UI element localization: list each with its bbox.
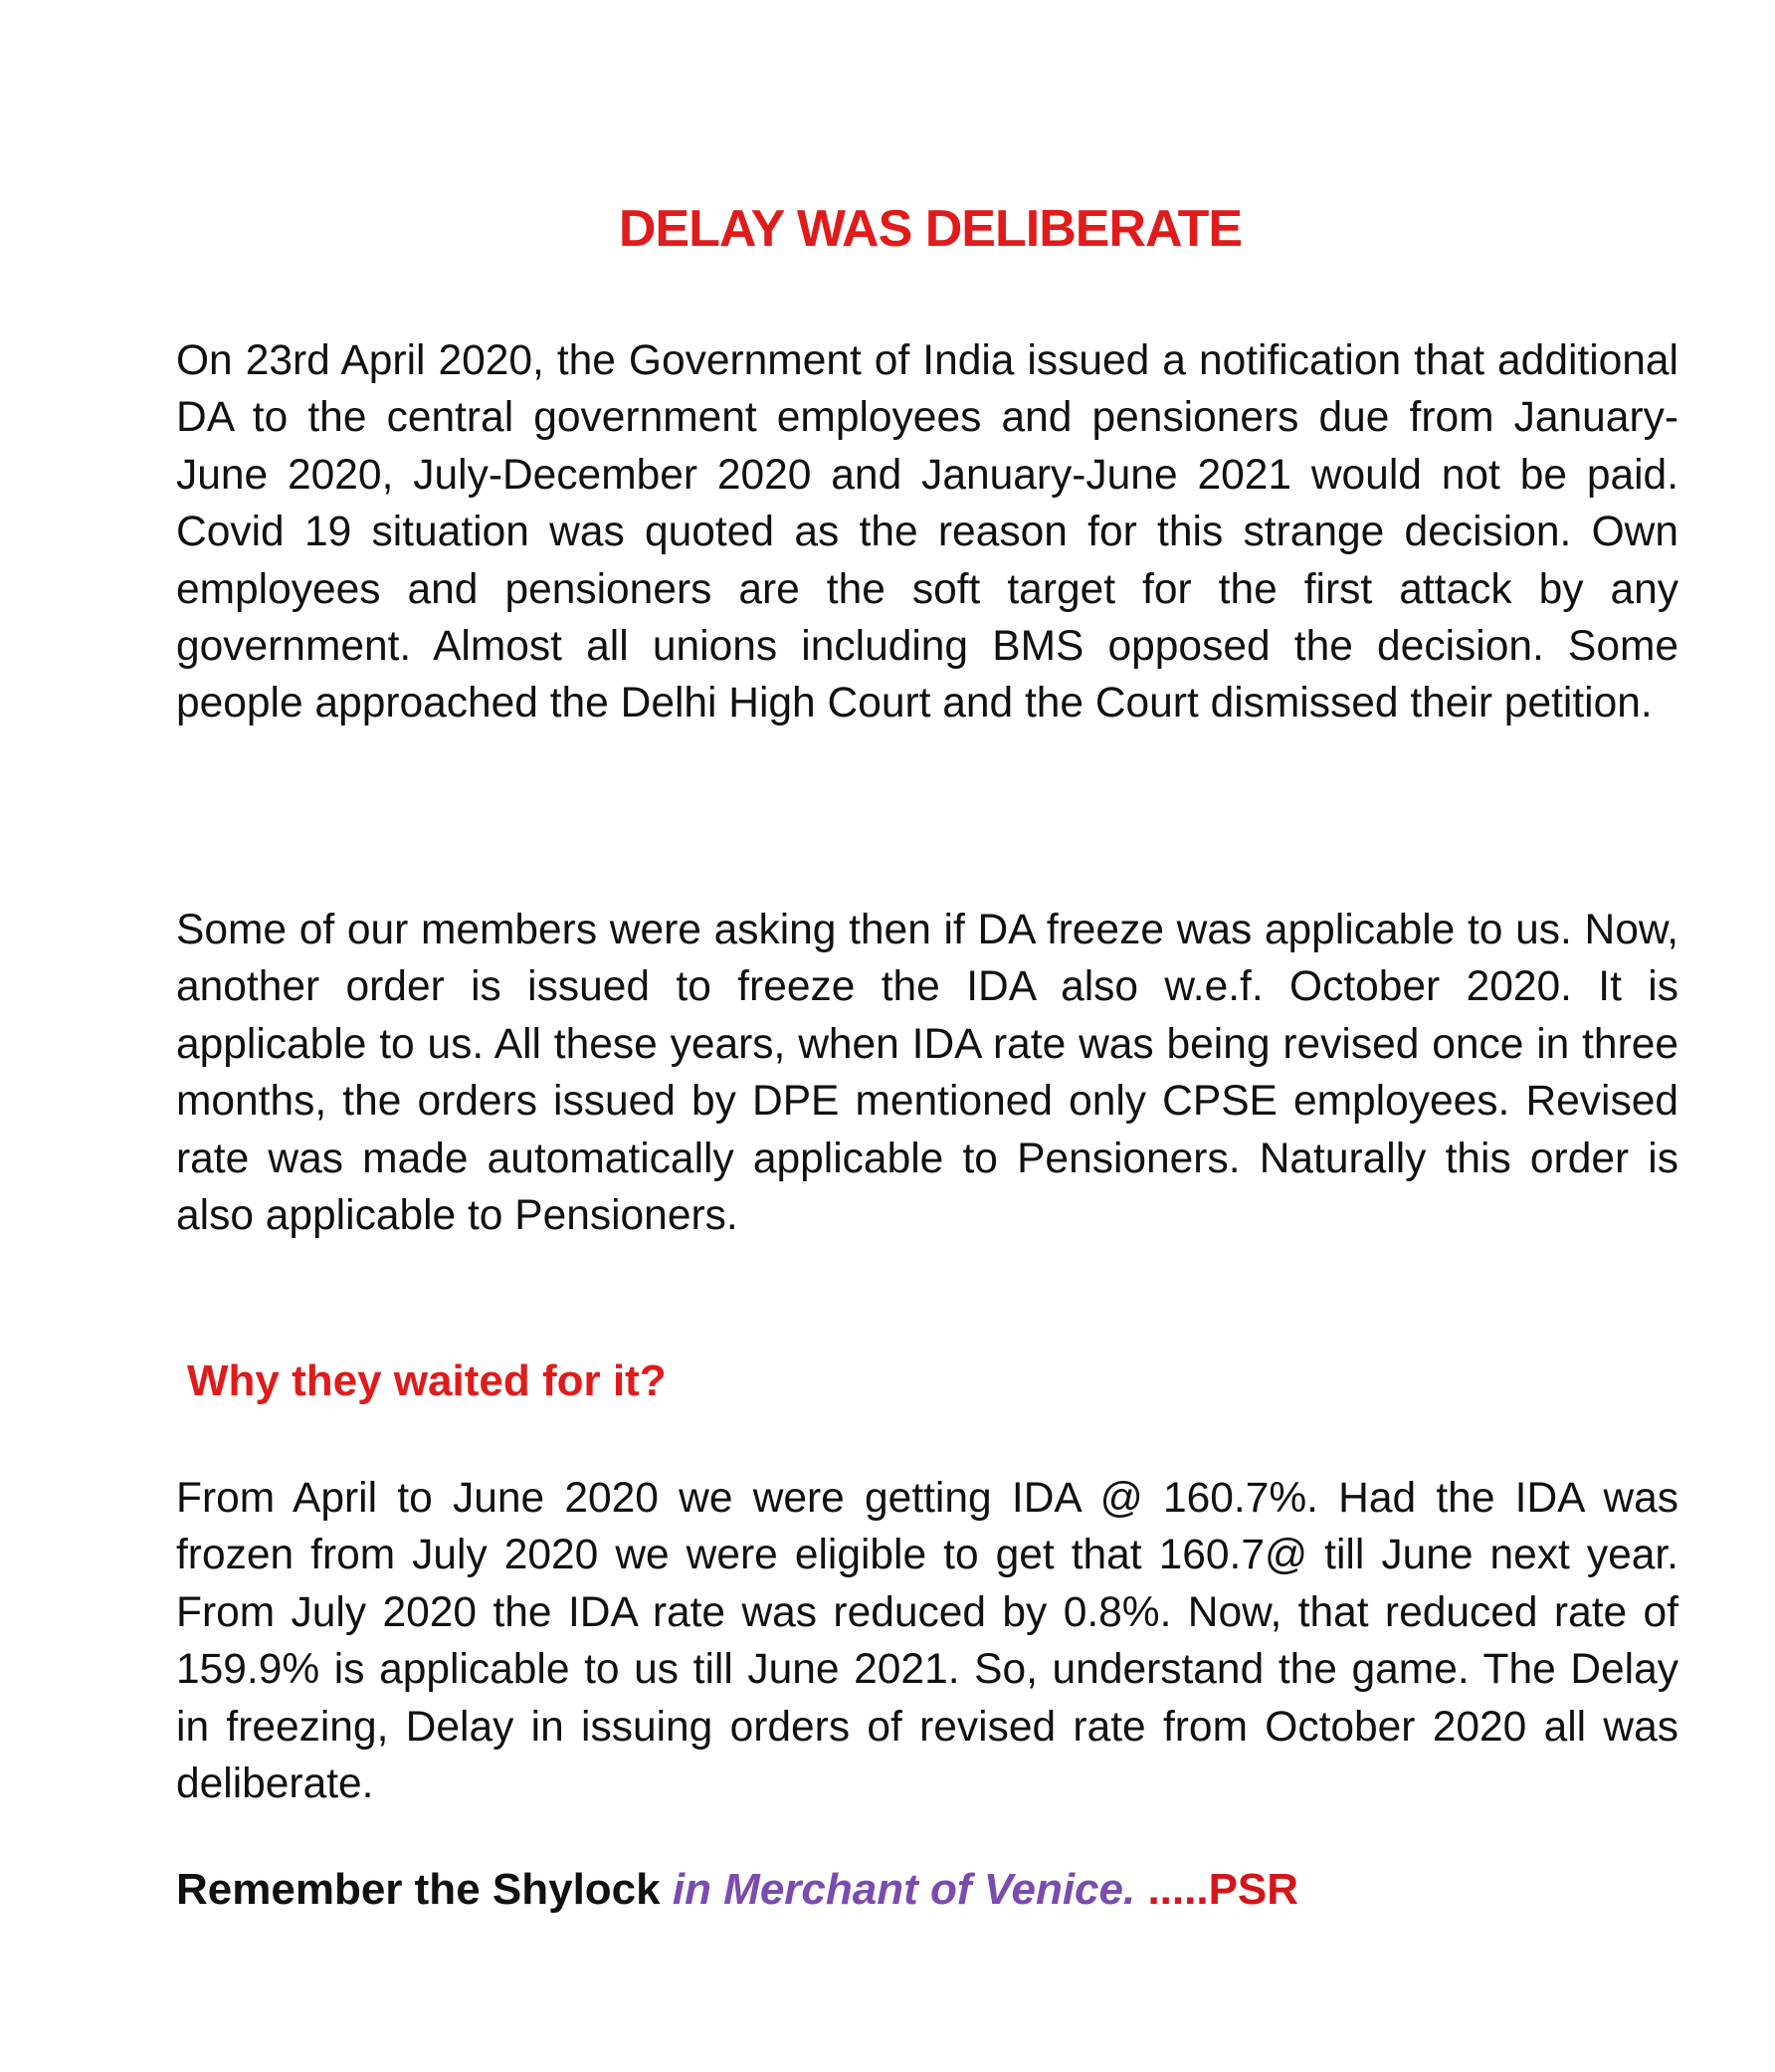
closing-lead: Remember the Shylock xyxy=(176,1865,673,1914)
author-signature: .....PSR xyxy=(1135,1865,1299,1914)
document-title: DELAY WAS DELIBERATE xyxy=(618,200,1243,258)
paragraph-ida-rates: From April to June 2020 we were getting IDA @ 160.7%. Had the IDA was frozen from July 2020 we were eligible to get that 160.7@ till June next year. From July 2020 the IDA rate was reduced by 0.8%. Now, that reduced rate of 159.9% is applicable to us till June 2021. So, understand the game. The Delay in freezing, Delay in issuing orders of revised rate from October 2020 all was deliberate. xyxy=(176,1475,1678,1808)
play-title: in Merchant of Venice. xyxy=(672,1865,1136,1914)
paragraph-ida-freeze: Some of our members were asking then if DA freeze was applicable to us. Now, another order is issued to freeze the IDA also w.e.f. October 2020. It is applicable to us. All these years, when IDA rate was being revised once in three months, the orders issued by DPE mentioned only CPSE employees. Revised rate was made automatically applicable to Pensioners. Naturally this order is also applicable to Pensioners. xyxy=(176,907,1678,1240)
subheading-why-waited: Why they waited for it? xyxy=(187,1356,667,1405)
paragraph-notification: On 23rd April 2020, the Government of India issued a notification that additional DA to the central government employees and pensioners due from January-June 2020, July-December 2020 and January-June 2021 would not be paid. Covid 19 situation was quoted as the reason for this strange decision. Own employees and pensioners are the soft target for the first attack by any government. Almost all unions including BMS opposed the decision. Some people approached the Delhi High Court and the Court dismissed their petition. xyxy=(176,337,1678,727)
closing-line xyxy=(176,1865,1298,1915)
